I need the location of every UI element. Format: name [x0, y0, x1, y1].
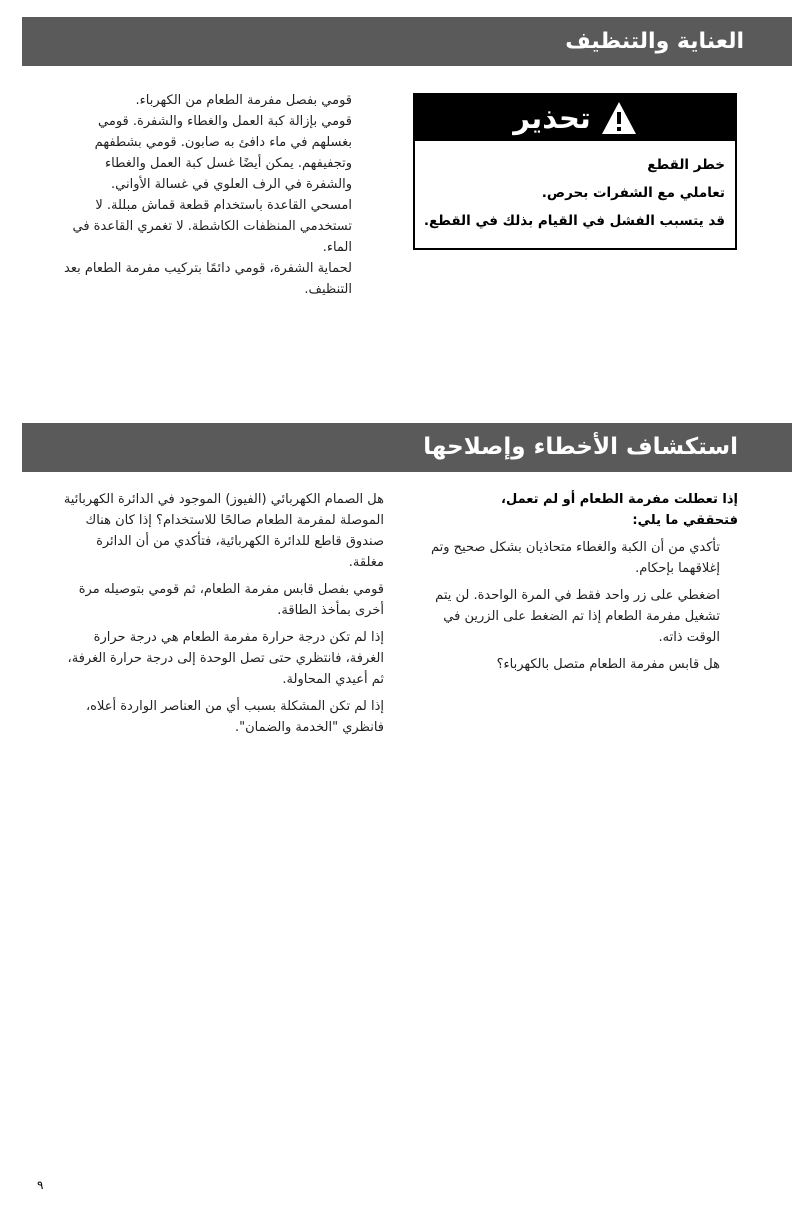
troubleshooting-banner [22, 423, 792, 472]
check-item: هل الصمام الكهربائي (الفيوز) الموجود في الدائرة الكهربائية الموصلة لمفرمة الطعام صالحًا للاستخدام؟ إذا كان هناك صندوق قاطع للدائرة الكهربائية، فتأكدي من أن الدائرة مغلقة. [63, 492, 384, 570]
warning-triangle-icon [601, 101, 637, 135]
troubleshooting-subheading: فتحققي ما يلي: [632, 513, 738, 528]
troubleshooting-title: استكشاف الأخطاء وإصلاحها [423, 434, 738, 460]
care-step: لحماية الشفرة، قومي دائمًا بتركيب مفرمة الطعام بعد التنظيف. [64, 261, 352, 297]
check-item: هل قابس مفرمة الطعام متصل بالكهرباء؟ [496, 657, 720, 672]
warning-body [415, 141, 735, 235]
check-item: قومي بفصل قابس مفرمة الطعام، ثم قومي بتوصيله مرة أخرى بمأخذ الطاقة. [78, 582, 384, 618]
check-item: تأكدي من أن الكبة والغطاء متحاذيان بشكل صحيح وتم إغلاقهما بإحكام. [430, 540, 720, 576]
warning-line: قد يتسبب الفشل في القيام بذلك في القطع. [423, 213, 725, 229]
troubleshooting-more-checks [60, 489, 384, 738]
page-number: ٩ [37, 1178, 44, 1192]
warning-header [415, 95, 735, 141]
care-step: امسحي القاعدة باستخدام قطعة قماش مبللة. لا تستخدمي المنظفات الكاشطة. لا تغمري القاعدة في الماء. [72, 198, 352, 255]
warning-line: خطر القطع [647, 157, 725, 173]
troubleshooting-checks [420, 489, 738, 675]
care-step: قومي بفصل مفرمة الطعام من الكهرباء. [135, 93, 352, 108]
warning-title: تحذير [513, 101, 591, 135]
care-step: قومي بإزالة كبة العمل والغطاء والشفرة. قومي بغسلهم في ماء دافئ به صابون. قومي بشطفهم وتجفيفهم. يمكن أيضًا غسل كبة العمل والغطاء والشفرة في الرف العلوي في غسالة الأواني. [94, 114, 352, 192]
warning-line: تعاملي مع الشفرات بحرص. [541, 185, 725, 201]
care-cleaning-banner [22, 17, 792, 66]
warning-box [413, 93, 737, 250]
care-cleaning-title: العناية والتنظيف [565, 29, 744, 54]
check-item: اضغطي على زر واحد فقط في المرة الواحدة. لن يتم تشغيل مفرمة الطعام إذا تم الضغط على الزرين في الوقت ذاته. [435, 588, 720, 645]
care-instructions [60, 90, 352, 300]
check-item: إذا لم تكن المشكلة بسبب أي من العناصر الواردة أعلاه، فانظري "الخدمة والضمان". [85, 699, 384, 735]
troubleshooting-heading: إذا تعطلت مفرمة الطعام أو لم تعمل، [501, 492, 738, 507]
check-item: إذا لم تكن درجة حرارة مفرمة الطعام هي درجة حرارة الغرفة، فانتظري حتى تصل الوحدة إلى درجة حرارة الغرفة، ثم أعيدي المحاولة. [67, 630, 384, 687]
